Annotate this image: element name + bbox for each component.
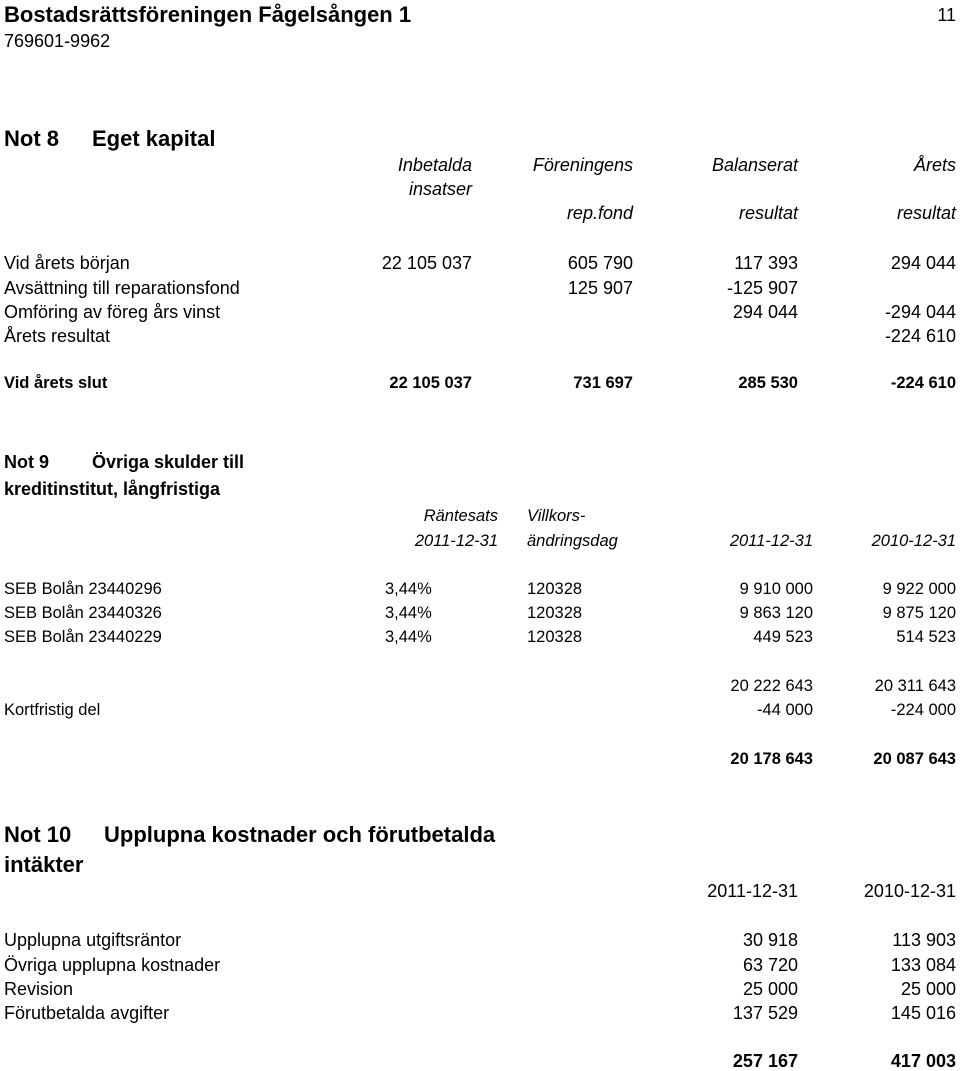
cell-value: 145 016 bbox=[890, 1003, 956, 1023]
row-label: SEB Bolån 23440326 bbox=[4, 604, 162, 622]
col-header: Inbetalda bbox=[397, 155, 472, 175]
col-header: Årets bbox=[913, 155, 956, 175]
cell-value: 120328 bbox=[527, 580, 583, 598]
row-label: Omföring av föreg års vinst bbox=[4, 302, 221, 322]
cell-value: 137 529 bbox=[732, 1003, 798, 1023]
cell-value: 22 105 037 bbox=[389, 374, 472, 392]
cell-value: 113 903 bbox=[892, 930, 956, 950]
col-header: 2011-12-31 bbox=[707, 881, 798, 901]
cell-value: 25 000 bbox=[900, 979, 956, 999]
row-label: Övriga upplupna kostnader bbox=[4, 955, 221, 975]
page-number: 11 bbox=[937, 5, 956, 25]
col-header: insatser bbox=[408, 179, 472, 199]
cell-value: -125 907 bbox=[726, 278, 798, 298]
col-header: Räntesats bbox=[423, 507, 498, 525]
cell-value: -44 000 bbox=[757, 701, 813, 719]
org-name: Bostadsrättsföreningen Fågelsången 1 bbox=[4, 2, 412, 27]
row-label: SEB Bolån 23440229 bbox=[4, 628, 162, 646]
cell-value: 731 697 bbox=[573, 374, 633, 392]
note-10-title-cont: intäkter bbox=[4, 852, 84, 877]
note-8-number: Not 8 bbox=[4, 126, 59, 151]
col-header: 2011-12-31 bbox=[729, 532, 813, 550]
cell-value: 257 167 bbox=[732, 1051, 798, 1071]
cell-value: 285 530 bbox=[738, 374, 798, 392]
row-label: Vid årets slut bbox=[4, 374, 108, 392]
row-label: Kortfristig del bbox=[4, 701, 101, 719]
note-9-title: Övriga skulder till bbox=[92, 452, 245, 472]
org-number: 769601-9962 bbox=[4, 31, 111, 51]
cell-value: 9 910 000 bbox=[739, 580, 813, 598]
col-header: resultat bbox=[738, 203, 798, 223]
col-header: 2010-12-31 bbox=[863, 881, 956, 901]
cell-value: 63 720 bbox=[742, 955, 798, 975]
col-header: 2011-12-31 bbox=[414, 532, 498, 550]
cell-value: 125 907 bbox=[567, 278, 633, 298]
cell-value: 22 105 037 bbox=[381, 253, 472, 273]
cell-value: 3,44% bbox=[385, 604, 432, 622]
cell-value: 20 222 643 bbox=[730, 677, 813, 695]
row-label: Avsättning till reparationsfond bbox=[4, 278, 240, 298]
cell-value: 9 863 120 bbox=[739, 604, 813, 622]
cell-value: 25 000 bbox=[742, 979, 798, 999]
col-header: Föreningens bbox=[532, 155, 633, 175]
row-label: Förutbetalda avgifter bbox=[4, 1003, 170, 1023]
cell-value: 133 084 bbox=[890, 955, 956, 975]
cell-value: -224 610 bbox=[890, 374, 956, 392]
cell-value: 294 044 bbox=[732, 302, 798, 322]
cell-value: 117 393 bbox=[734, 253, 798, 273]
cell-value: 605 790 bbox=[567, 253, 633, 273]
note-8-title: Eget kapital bbox=[92, 126, 216, 151]
cell-value: 20 178 643 bbox=[730, 750, 813, 768]
cell-value: -224 000 bbox=[890, 701, 956, 719]
cell-value: 9 922 000 bbox=[882, 580, 956, 598]
col-header: Villkors- bbox=[527, 507, 586, 525]
row-label: Revision bbox=[4, 979, 74, 999]
row-label: SEB Bolån 23440296 bbox=[4, 580, 162, 598]
col-header: rep.fond bbox=[566, 203, 633, 223]
note-9-title-cont: kreditinstitut, långfristiga bbox=[4, 479, 221, 499]
col-header: 2010-12-31 bbox=[871, 532, 956, 550]
col-header: Balanserat bbox=[711, 155, 798, 175]
cell-value: 449 523 bbox=[753, 628, 813, 646]
row-label: Årets resultat bbox=[4, 326, 111, 346]
cell-value: 514 523 bbox=[896, 628, 956, 646]
cell-value: 3,44% bbox=[385, 628, 432, 646]
cell-value: 20 087 643 bbox=[873, 750, 956, 768]
cell-value: -224 610 bbox=[884, 326, 956, 346]
cell-value: 120328 bbox=[527, 628, 583, 646]
cell-value: 417 003 bbox=[890, 1051, 956, 1071]
cell-value: -294 044 bbox=[884, 302, 956, 322]
cell-value: 9 875 120 bbox=[882, 604, 956, 622]
cell-value: 3,44% bbox=[385, 580, 432, 598]
cell-value: 294 044 bbox=[890, 253, 956, 273]
col-header: ändringsdag bbox=[527, 532, 618, 550]
col-header: resultat bbox=[896, 203, 956, 223]
row-label: Vid årets början bbox=[4, 253, 130, 273]
note-10-title: Upplupna kostnader och förutbetalda bbox=[104, 822, 496, 847]
row-label: Upplupna utgiftsräntor bbox=[4, 930, 182, 950]
cell-value: 30 918 bbox=[742, 930, 798, 950]
note-9-number: Not 9 bbox=[4, 452, 49, 472]
cell-value: 20 311 643 bbox=[874, 677, 956, 695]
note-10-number: Not 10 bbox=[4, 822, 72, 847]
cell-value: 120328 bbox=[527, 604, 583, 622]
